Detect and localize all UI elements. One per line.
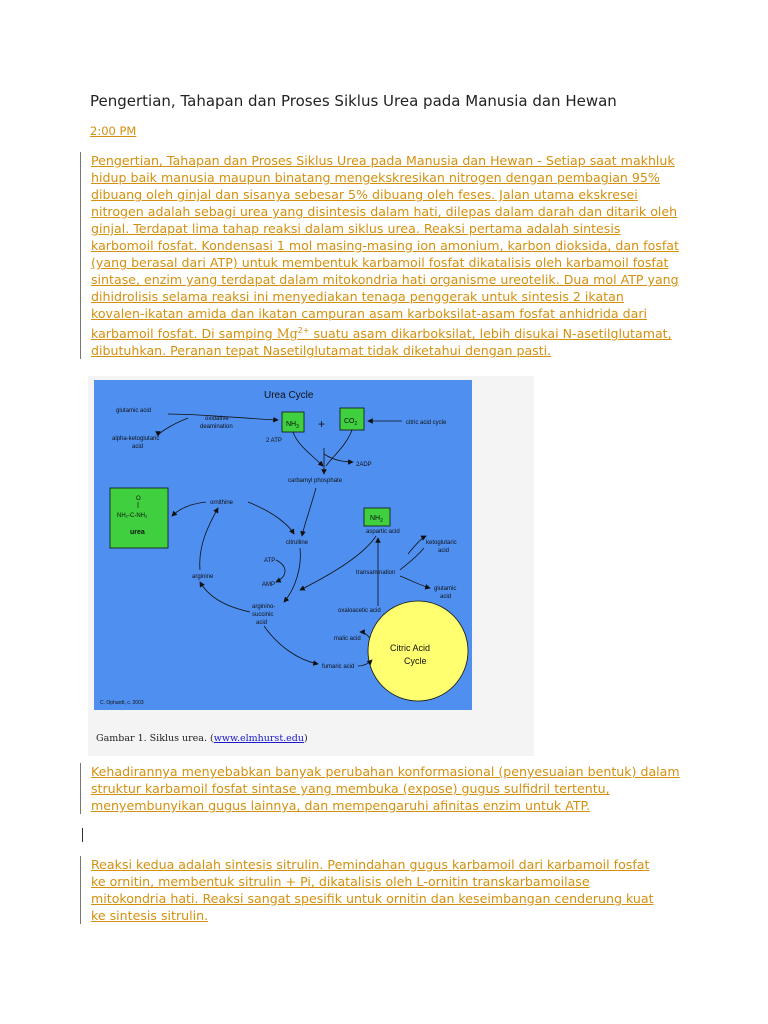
label-ketoglutaric-2: acid bbox=[438, 548, 450, 554]
label-ketoglutaric-1: ketoglutaric bbox=[426, 540, 457, 546]
urea-cycle-figure bbox=[88, 376, 534, 756]
label-deamination: deamination bbox=[200, 424, 233, 430]
diagram-title: Urea Cycle bbox=[264, 390, 314, 401]
label-alpha-ketoglutaric-2: acid bbox=[132, 444, 144, 450]
label-alpha-ketoglutaric-1: alpha-ketoglutaric bbox=[112, 436, 160, 442]
text-cursor-bar bbox=[82, 828, 83, 842]
diagram-copyright: C. Ophardt, c. 2003 bbox=[100, 700, 144, 706]
post-time-link[interactable]: 2:00 PM bbox=[90, 124, 137, 138]
label-aspartic-acid: aspartic acid bbox=[366, 529, 400, 535]
urea-oxygen: O bbox=[136, 496, 141, 502]
label-argininosuccinic-3: acid bbox=[256, 620, 268, 626]
paragraph-2 bbox=[80, 763, 687, 814]
urea-label: urea bbox=[130, 529, 145, 536]
nh3-label: $NH_3$ bbox=[286, 421, 299, 430]
caption-source-link[interactable]: www.elmhurst.edu bbox=[213, 733, 304, 744]
cac-label-1: Citric Acid bbox=[390, 643, 431, 653]
paragraph-3-link[interactable]: Reaksi kedua adalah sintesis sitrulin. Pemindahan gugus karbamoil dari karbamoil fosfat ke ornitin, membentuk sitrulin + Pi, dikatalisis oleh L-ornitin transkarbamoilase mitokondria hati. Reaksi sangat spesifik untuk ornitin dan keseimbangan cenderung kuat ke sintesis sitrulin. bbox=[91, 857, 654, 923]
paragraph-2-link[interactable]: Kehadirannya menyebabkan banyak perubahan konformasional (penyesuaian bentuk) dalam struktur karbamoil fosfat sintase yang membuka (expose) gugus sulfidril tertentu, menyembunyikan gugus lainnya, dan mempengaruhi afinitas enzim untuk ATP. bbox=[91, 764, 680, 813]
label-ornithine: ornithine bbox=[210, 500, 234, 506]
label-oxidative: oxidative bbox=[205, 416, 229, 422]
label-2adp: 2ADP bbox=[356, 462, 372, 468]
label-malic-acid: malic acid bbox=[334, 636, 361, 642]
page-title: Pengertian, Tahapan dan Proses Siklus Urea pada Manusia dan Hewan bbox=[90, 92, 617, 110]
label-citric-acid-cycle-small: citric acid cycle bbox=[406, 420, 447, 426]
label-argininosuccinic-2: succinic bbox=[252, 612, 274, 618]
label-carbamyl-phosphate: carbamyl phosphate bbox=[288, 478, 343, 484]
label-argininosuccinic-1: arginino- bbox=[252, 604, 276, 610]
label-fumaric-acid: fumaric acid bbox=[322, 664, 355, 670]
co2-label: $CO_2$ bbox=[344, 418, 358, 427]
urea-formula: NH₂-C-NH₂ bbox=[117, 513, 148, 519]
label-oxaloacetic-acid: oxaloacetic acid bbox=[338, 608, 381, 614]
label-glutamic-1: glutamic bbox=[434, 586, 457, 592]
urea-cycle-diagram bbox=[88, 376, 534, 756]
label-2atp: 2 ATP bbox=[266, 438, 282, 444]
label-atp: ATP bbox=[264, 558, 276, 564]
label-glutamic-acid: glutamic acid bbox=[116, 408, 152, 414]
cac-label-2: Cycle bbox=[404, 656, 427, 666]
label-citrulline: citrulline bbox=[286, 540, 309, 546]
paragraph-1 bbox=[80, 152, 679, 359]
label-amp: AMP bbox=[262, 582, 276, 588]
plus-sign: + bbox=[318, 417, 326, 431]
label-glutamic-2: acid bbox=[440, 594, 452, 600]
nh2-label: $NH_2$ bbox=[370, 515, 383, 524]
paragraph-3 bbox=[80, 856, 659, 924]
label-transamination: transamination bbox=[356, 570, 396, 576]
paragraph-1-link[interactable]: Pengertian, Tahapan dan Proses Siklus Urea pada Manusia dan Hewan - Setiap saat makhluk hidup baik manusia maupun binatang mengekskresikan nitrogen dengan pembagian 95% dibuang oleh ginjal dan sisanya sebesar 5% dibuang oleh feses. Jalan utama ekskresei nitrogen adalah sebagi urea yang disintesis dalam hati, dilepas dalam darah dan ditarik oleh ginjal. Terdapat lima tahap reaksi dalam siklus urea. Reaksi pertama adalah sintesis karbomoil fosfat. Kondensasi 1 mol masing-masing ion amonium, karbon dioksida, dan fosfat (yang berasal dari ATP) untuk membentuk karbamoil fosfat dikatalisis oleh karbamoil fosfat sintase, enzim yang terdapat dalam mitokondria hati organisme ureotelik. Dua mol ATP yang dihidrolisis selama reaksi ini menyediakan tenaga penggerak untuk sintesis 2 ikatan kovalen-ikatan amida dan ikatan campuran asam karboksilat-asam fosfat anhidrida dari karbamoil fosfat. Di samping $Mg^{2+}$ suatu asam dikarboksilat, lebih disukai N-asetilglutamat, dibutuhkan. Peranan tepat Nasetilglutamat tidak diketahui dengan pasti. bbox=[91, 153, 679, 359]
figure-caption: Gambar 1. Siklus urea. (www.elmhurst.edu) bbox=[96, 733, 308, 744]
label-arginine: arginine bbox=[192, 574, 214, 580]
